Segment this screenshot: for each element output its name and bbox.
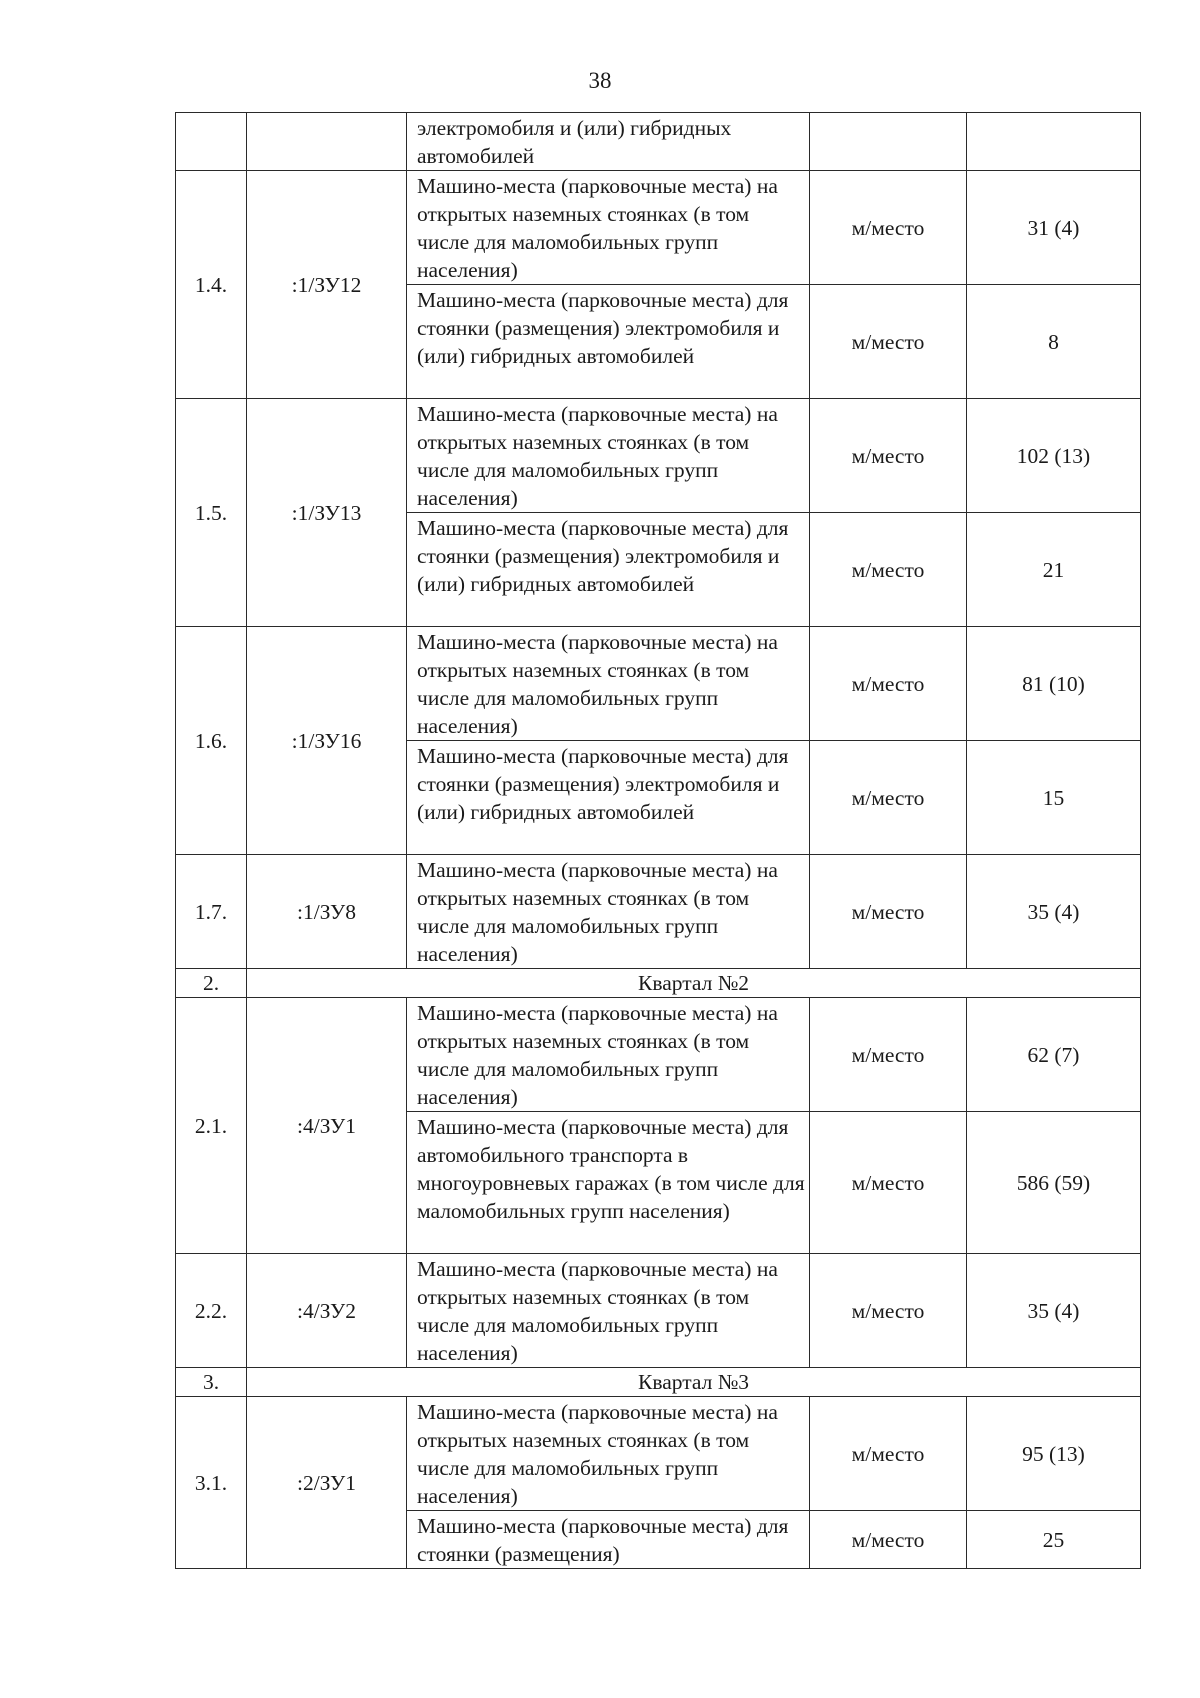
unit-cell: м/место — [810, 1112, 967, 1254]
value-cell: 31 (4) — [967, 171, 1141, 285]
section-row — [176, 1368, 1141, 1397]
description-cell: Машино-места (парковочные места) для стоянки (размещения) электромобиля и (или) гибридных автомобилей — [407, 285, 810, 399]
value-cell: 35 (4) — [967, 855, 1141, 969]
description-cell: Машино-места (парковочные места) на открытых наземных стоянках (в том числе для маломобильных групп населения) — [407, 627, 810, 741]
row-number-cell: 2.2. — [176, 1254, 247, 1368]
section-title-cell: Квартал №2 — [247, 969, 1141, 998]
plot-id-cell: :4/ЗУ1 — [247, 998, 407, 1254]
value-cell: 21 — [967, 513, 1141, 627]
page-number: 38 — [588, 68, 612, 93]
plot-id-cell: :1/ЗУ13 — [247, 399, 407, 627]
value-cell: 102 (13) — [967, 399, 1141, 513]
description-cell: Машино-места (парковочные места) для автомобильного транспорта в многоуровневых гаражах (в том числе для маломобильных групп населения) — [407, 1112, 810, 1254]
row-number-cell — [176, 113, 247, 171]
value-cell: 81 (10) — [967, 627, 1141, 741]
unit-cell: м/место — [810, 1397, 967, 1511]
description-cell: Машино-места (парковочные места) на открытых наземных стоянках (в том числе для маломобильных групп населения) — [407, 399, 810, 513]
section-number-cell: 3. — [176, 1368, 247, 1397]
plot-id-cell: :1/ЗУ8 — [247, 855, 407, 969]
description-cell: Машино-места (парковочные места) на открытых наземных стоянках (в том числе для маломобильных групп населения) — [407, 998, 810, 1112]
row-number-cell: 2.1. — [176, 998, 247, 1254]
value-cell — [967, 113, 1141, 171]
section-title-cell: Квартал №3 — [247, 1368, 1141, 1397]
parking-table — [175, 112, 1141, 1569]
unit-cell: м/место — [810, 627, 967, 741]
row-number-cell: 1.7. — [176, 855, 247, 969]
row-number-cell: 1.5. — [176, 399, 247, 627]
unit-cell: м/место — [810, 741, 967, 855]
table-row — [176, 855, 1141, 969]
row-number-cell: 3.1. — [176, 1397, 247, 1569]
section-row — [176, 969, 1141, 998]
unit-cell: м/место — [810, 513, 967, 627]
unit-cell: м/место — [810, 1511, 967, 1569]
unit-cell — [810, 113, 967, 171]
value-cell: 35 (4) — [967, 1254, 1141, 1368]
table-row — [176, 627, 1141, 741]
value-cell: 15 — [967, 741, 1141, 855]
unit-cell: м/место — [810, 171, 967, 285]
description-cell: Машино-места (парковочные места) на открытых наземных стоянках (в том числе для маломобильных групп населения) — [407, 171, 810, 285]
plot-id-cell: :1/ЗУ16 — [247, 627, 407, 855]
unit-cell: м/место — [810, 998, 967, 1112]
table-row — [176, 998, 1141, 1112]
table-body — [176, 113, 1141, 1569]
table-row — [176, 399, 1141, 513]
value-cell: 62 (7) — [967, 998, 1141, 1112]
unit-cell: м/место — [810, 399, 967, 513]
row-number-cell: 1.4. — [176, 171, 247, 399]
unit-cell: м/место — [810, 855, 967, 969]
description-cell: Машино-места (парковочные места) на открытых наземных стоянках (в том числе для маломобильных групп населения) — [407, 855, 810, 969]
description-cell: электромобиля и (или) гибридных автомобилей — [407, 113, 810, 171]
unit-cell: м/место — [810, 1254, 967, 1368]
plot-id-cell: :4/ЗУ2 — [247, 1254, 407, 1368]
value-cell: 95 (13) — [967, 1397, 1141, 1511]
plot-id-cell — [247, 113, 407, 171]
description-cell: Машино-места (парковочные места) для стоянки (размещения) электромобиля и (или) гибридных автомобилей — [407, 513, 810, 627]
plot-id-cell: :1/ЗУ12 — [247, 171, 407, 399]
table-row — [176, 1397, 1141, 1511]
value-cell: 8 — [967, 285, 1141, 399]
section-number-cell: 2. — [176, 969, 247, 998]
value-cell: 586 (59) — [967, 1112, 1141, 1254]
description-cell: Машино-места (парковочные места) на открытых наземных стоянках (в том числе для маломобильных групп населения) — [407, 1254, 810, 1368]
unit-cell: м/место — [810, 285, 967, 399]
table-row — [176, 171, 1141, 285]
value-cell: 25 — [967, 1511, 1141, 1569]
row-number-cell: 1.6. — [176, 627, 247, 855]
table-row — [176, 1254, 1141, 1368]
table-row — [176, 113, 1141, 171]
description-cell: Машино-места (парковочные места) на открытых наземных стоянках (в том числе для маломобильных групп населения) — [407, 1397, 810, 1511]
plot-id-cell: :2/ЗУ1 — [247, 1397, 407, 1569]
description-cell: Машино-места (парковочные места) для стоянки (размещения) — [407, 1511, 810, 1569]
description-cell: Машино-места (парковочные места) для стоянки (размещения) электромобиля и (или) гибридных автомобилей — [407, 741, 810, 855]
